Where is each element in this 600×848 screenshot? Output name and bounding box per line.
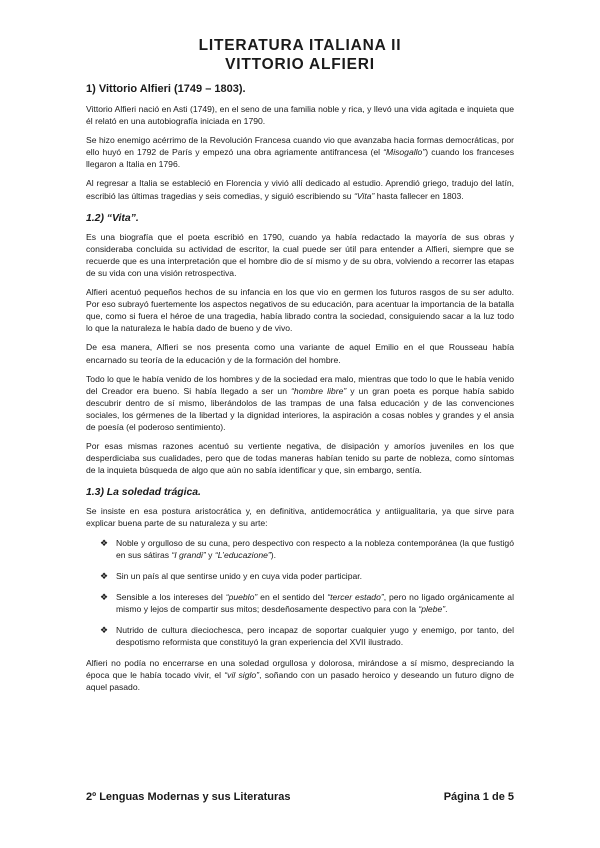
section-1-2-paragraph-3: De esa manera, Alfieri se nos presenta como una variante de aquel Emilio en el que Rousseau había encarnado su teoría de la educación y de la formación del hombre. bbox=[86, 342, 514, 365]
section-1-paragraph-1: Vittorio Alfieri nació en Asti (1749), en el seno de una familia noble y rica, y llevó una vida agitada e inquieta que él relató en una autobiografía iniciada en 1790. bbox=[86, 104, 514, 127]
footer-page-number: Página 1 de 5 bbox=[443, 791, 514, 803]
document-title-line-2: VITTORIO ALFIERI bbox=[225, 56, 375, 73]
section-1-2-heading: 1.2) “Vita”. bbox=[86, 212, 139, 224]
traits-list bbox=[86, 537, 514, 649]
section-1-2-paragraph-5: Por esas mismas razones acentuó su vertiente negativa, de disipación y amoríos juveniles en los que desperdiciaba sus cualidades, pero que de todas maneras habían tenido su parte de nobleza, como síntomas de la inquieta búsqueda de algo que aún no sabía identificar y que, sin embargo, sentía. bbox=[86, 441, 514, 476]
section-1-paragraph-3: Al regresar a Italia se estableció en Florencia y vivió allí dedicado al estudio. Aprendió griego, tradujo del latín, escribió las últimas tragedias y seis comedias, y siguió escribiendo su “Vita” hasta fallecer en 1803. bbox=[86, 178, 514, 201]
section-1-2-paragraph-1: Es una biografía que el poeta escribió en 1790, cuando ya había redactado la mayoría de sus obras y consideraba concluida su actividad de escritor, la cual puede ser útil para entender a Alfieri, siempre que se recuerde que es una interpretación que el hombre dio de sí mismo y de su obra, volviendo a recorrer las etapas de su vida con una visión retrospectiva. bbox=[86, 231, 514, 278]
list-item: ❖ Sensible a los intereses del “pueblo” en el sentido del “tercer estado”, pero no ligado orgánicamente al mismo y lejos de compartir sus mitos; desdeñosamente despectivo para con la “plebe”. bbox=[100, 591, 514, 614]
diamond-bullet-icon: ❖ bbox=[100, 625, 109, 635]
section-1-heading: 1) Vittorio Alfieri (1749 – 1803). bbox=[86, 83, 246, 95]
list-item: ❖ Noble y orgulloso de su cuna, pero despectivo con respecto a la nobleza contemporánea (la que fustigó en sus sátiras “I grandi” y “L’educazione”). bbox=[100, 537, 514, 560]
footer-course-label: 2º Lenguas Modernas y sus Literaturas bbox=[86, 791, 291, 803]
section-1-2-paragraph-2: Alfieri acentuó pequeños hechos de su infancia en los que vio en germen los futuros rasgos de su ser adulto. Por eso subrayó fuertemente los aspectos negativos de su educación, para acentuar la importancia de la batalla que, como si fuera el héroe de una tragedia, había librado contra la sociedad, consiguiendo sacar a la luz todo lo que la naturaleza le había dado de bueno y de vivo. bbox=[86, 287, 514, 334]
section-1-paragraph-2: Se hizo enemigo acérrimo de la Revolución Francesa cuando vio que avanzaba hacia formas democráticas, por ello huyó en 1792 de París y empezó una obra agriamente antifrancesa (el “Misogallo”) cuando los franceses llegaron a Italia en 1796. bbox=[86, 135, 514, 170]
section-1-3-intro: Se insiste en esa postura aristocrática y, en definitiva, antidemocrática y antiigualitaria, ya que sirve para explicar buena parte de su naturaleza y su arte: bbox=[86, 506, 514, 529]
document-title-line-1: LITERATURA ITALIANA II bbox=[198, 37, 402, 54]
section-1-2-paragraph-4: Todo lo que le había venido de los hombres y de la sociedad era malo, mientras que todo lo que le había venido del Creador era bueno. Si había llegado a ser un “hombre libre” y un gran poeta es porque había sabido descubrir dentro de sí mismo, liberándolos de las trampas de una falsa educación y de las convenciones sociales, los gérmenes de la libertad y la dignidad interiores, la aspiración a cosas nobles y grandes y el ansia de poesía (el poderoso sentimiento). bbox=[86, 373, 514, 432]
list-item: ❖ Nutrido de cultura dieciochesca, pero incapaz de soportar cualquier yugo y enemigo, por tanto, del despotismo reformista que constituyó la gran experiencia del XVII ilustrado. bbox=[100, 625, 514, 648]
document-page bbox=[86, 36, 514, 700]
page-footer bbox=[86, 790, 514, 804]
section-1-3-heading: 1.3) La soledad trágica. bbox=[86, 487, 201, 499]
diamond-bullet-icon: ❖ bbox=[100, 537, 109, 548]
section-1-3-outro: Alfieri no podía no encerrarse en una soledad orgullosa y dolorosa, mirándose a sí mismo, despreciando la época que le había tocado vivir, el “vil siglo”, soñando con un pasado heroico y deseando un futuro digno de aquel pasado. bbox=[86, 658, 515, 693]
diamond-bullet-icon: ❖ bbox=[100, 570, 109, 581]
list-item: ❖ Sin un país al que sentirse unido y en cuya vida poder participar. bbox=[100, 570, 363, 581]
diamond-bullet-icon: ❖ bbox=[100, 591, 109, 602]
